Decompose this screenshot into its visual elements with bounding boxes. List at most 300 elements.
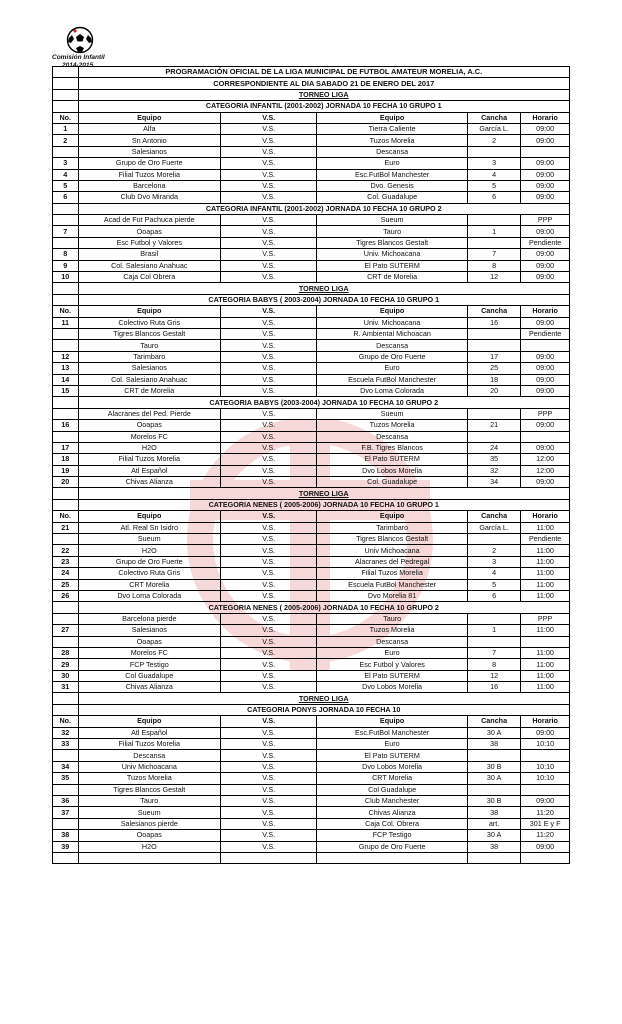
match-row bbox=[53, 442, 570, 453]
home-team: Ooapas bbox=[78, 636, 221, 647]
match-time: 09:00 bbox=[521, 841, 570, 852]
match-row bbox=[53, 556, 570, 567]
away-team: Tigres Blancos Gestalt bbox=[317, 237, 468, 248]
vs-label: V.S. bbox=[221, 351, 317, 362]
home-team: Alacranes del Ped. Pierde bbox=[78, 408, 221, 419]
column-header: Horario bbox=[521, 112, 570, 123]
column-header: Horario bbox=[521, 511, 570, 522]
match-time: 09:00 bbox=[521, 727, 570, 738]
vs-label: V.S. bbox=[221, 818, 317, 829]
home-team bbox=[78, 852, 221, 863]
home-team: Tigres Blancos Gestalt bbox=[78, 784, 221, 795]
vs-label: V.S. bbox=[221, 454, 317, 465]
home-team: Colectivo Ruta Gris bbox=[78, 317, 221, 328]
field-number: 5 bbox=[467, 180, 520, 191]
away-team: Dvo Lobos Morelia bbox=[317, 465, 468, 476]
vs-label: V.S. bbox=[221, 613, 317, 624]
away-team: Descansa bbox=[317, 340, 468, 351]
match-time: 12:00 bbox=[521, 454, 570, 465]
away-team: Sueum bbox=[317, 215, 468, 226]
vs-label: V.S. bbox=[221, 727, 317, 738]
column-header: Cancha bbox=[467, 306, 520, 317]
home-team: H2O bbox=[78, 841, 221, 852]
field-number bbox=[467, 852, 520, 863]
match-row bbox=[53, 841, 570, 852]
match-row bbox=[53, 317, 570, 328]
column-header-row bbox=[53, 511, 570, 522]
blank-cell bbox=[53, 203, 79, 214]
away-team: Descansa bbox=[317, 431, 468, 442]
vs-label: V.S. bbox=[221, 625, 317, 636]
match-row bbox=[53, 180, 570, 191]
field-number: García L. bbox=[467, 123, 520, 134]
match-row bbox=[53, 568, 570, 579]
match-time: 301 E y F bbox=[521, 818, 570, 829]
match-number: 31 bbox=[53, 682, 79, 693]
home-team: Sueum bbox=[78, 807, 221, 818]
home-team: Univ Michoacana bbox=[78, 761, 221, 772]
match-time: 12:00 bbox=[521, 465, 570, 476]
vs-label: V.S. bbox=[221, 158, 317, 169]
field-number: 8 bbox=[467, 659, 520, 670]
away-team: Descansa bbox=[317, 146, 468, 157]
match-row bbox=[53, 328, 570, 339]
blank-cell bbox=[53, 89, 79, 100]
home-team: Ooapas bbox=[78, 830, 221, 841]
field-number bbox=[467, 340, 520, 351]
match-number: 13 bbox=[53, 363, 79, 374]
section-title-row bbox=[53, 89, 570, 100]
away-team: Escuela FutBol Manchester bbox=[317, 374, 468, 385]
blank-cell bbox=[53, 101, 79, 112]
category-title-row bbox=[53, 203, 570, 214]
tournament-title: TORNEO LIGA bbox=[78, 89, 570, 100]
column-header: Cancha bbox=[467, 112, 520, 123]
column-header: Horario bbox=[521, 306, 570, 317]
blank-cell bbox=[53, 78, 79, 89]
category-title: CATEGORIA PONYS JORNADA 10 FECHA 10 bbox=[78, 704, 570, 715]
match-time: 11:00 bbox=[521, 590, 570, 601]
home-team: Chivas Alianza bbox=[78, 682, 221, 693]
match-number: 39 bbox=[53, 841, 79, 852]
vs-label: V.S. bbox=[221, 477, 317, 488]
away-team: Univ. Michoacana bbox=[317, 249, 468, 260]
away-team: Grupo de Oro Fuerte bbox=[317, 841, 468, 852]
vs-label: V.S. bbox=[221, 830, 317, 841]
column-header: No. bbox=[53, 511, 79, 522]
field-number: 30 A bbox=[467, 727, 520, 738]
column-header: No. bbox=[53, 306, 79, 317]
league-logo bbox=[52, 26, 120, 70]
match-time: 09:00 bbox=[521, 180, 570, 191]
home-team: Dvo Loma Colorada bbox=[78, 590, 221, 601]
home-team: Descansa bbox=[78, 750, 221, 761]
field-number: 25 bbox=[467, 363, 520, 374]
home-team: Sueum bbox=[78, 534, 221, 545]
column-header: Equipo bbox=[317, 306, 468, 317]
home-team: Brasil bbox=[78, 249, 221, 260]
match-number bbox=[53, 431, 79, 442]
match-number: 11 bbox=[53, 317, 79, 328]
match-number bbox=[53, 328, 79, 339]
vs-label: V.S. bbox=[221, 568, 317, 579]
match-row bbox=[53, 682, 570, 693]
match-row bbox=[53, 249, 570, 260]
match-time bbox=[521, 636, 570, 647]
away-team: Col Guadalupe bbox=[317, 784, 468, 795]
logo-caption: Comisión Infantil bbox=[52, 54, 105, 61]
vs-label: V.S. bbox=[221, 442, 317, 453]
away-team: Col. Guadalupe bbox=[317, 192, 468, 203]
match-time: 09:00 bbox=[521, 796, 570, 807]
field-number: art. bbox=[467, 818, 520, 829]
match-number: 6 bbox=[53, 192, 79, 203]
match-number: 36 bbox=[53, 796, 79, 807]
category-title: CATEGORIA NENES ( 2005-2006) JORNADA 10 FECHA 10 GRUPO 1 bbox=[78, 499, 570, 510]
vs-label: V.S. bbox=[221, 226, 317, 237]
match-row bbox=[53, 408, 570, 419]
home-team: Salesianos bbox=[78, 363, 221, 374]
away-team: Tauro bbox=[317, 226, 468, 237]
match-number bbox=[53, 237, 79, 248]
home-team: Caja Col Obrera bbox=[78, 272, 221, 283]
match-number bbox=[53, 408, 79, 419]
away-team: R. Ambiental Michoacan bbox=[317, 328, 468, 339]
field-number: García L. bbox=[467, 522, 520, 533]
match-number: 26 bbox=[53, 590, 79, 601]
vs-label: V.S. bbox=[221, 522, 317, 533]
away-team: Tauro bbox=[317, 613, 468, 624]
category-title: CATEGORIA INFANTIL (2001-2002) JORNADA 10 FECHA 10 GRUPO 1 bbox=[78, 101, 570, 112]
away-team: Euro bbox=[317, 363, 468, 374]
home-team: Col Guadalupe bbox=[78, 670, 221, 681]
away-team: Grupo de Oro Fuerte bbox=[317, 351, 468, 362]
match-time: 09:00 bbox=[521, 385, 570, 396]
away-team: Dvo Lobos Morelia bbox=[317, 682, 468, 693]
away-team: Euro bbox=[317, 647, 468, 658]
home-team: Barcelona pierde bbox=[78, 613, 221, 624]
column-header: Equipo bbox=[317, 716, 468, 727]
field-number: 30 A bbox=[467, 830, 520, 841]
away-team: Tuzos Morelia bbox=[317, 135, 468, 146]
field-number: 30 B bbox=[467, 761, 520, 772]
home-team: Chivas Alianza bbox=[78, 477, 221, 488]
match-row bbox=[53, 477, 570, 488]
field-number bbox=[467, 431, 520, 442]
field-number: 38 bbox=[467, 841, 520, 852]
match-row bbox=[53, 374, 570, 385]
match-number bbox=[53, 340, 79, 351]
match-time: 09:00 bbox=[521, 477, 570, 488]
field-number: 38 bbox=[467, 807, 520, 818]
match-time bbox=[521, 340, 570, 351]
match-time: 11:20 bbox=[521, 807, 570, 818]
vs-label: V.S. bbox=[221, 659, 317, 670]
match-row bbox=[53, 579, 570, 590]
match-number: 8 bbox=[53, 249, 79, 260]
match-time: 11:00 bbox=[521, 545, 570, 556]
vs-label: V.S. bbox=[221, 192, 317, 203]
match-row bbox=[53, 739, 570, 750]
match-time: 09:00 bbox=[521, 351, 570, 362]
field-number: 21 bbox=[467, 420, 520, 431]
match-row bbox=[53, 351, 570, 362]
match-number: 38 bbox=[53, 830, 79, 841]
field-number: 12 bbox=[467, 670, 520, 681]
match-number: 9 bbox=[53, 260, 79, 271]
blank-cell bbox=[53, 499, 79, 510]
column-header: V.S. bbox=[221, 716, 317, 727]
match-row bbox=[53, 237, 570, 248]
match-row bbox=[53, 363, 570, 374]
match-row bbox=[53, 590, 570, 601]
away-team bbox=[317, 852, 468, 863]
home-team: Filial Tuzos Morelia bbox=[78, 454, 221, 465]
field-number: 12 bbox=[467, 272, 520, 283]
vs-label: V.S. bbox=[221, 374, 317, 385]
home-team: Col. Salesiano Anahuac bbox=[78, 374, 221, 385]
field-number: 4 bbox=[467, 568, 520, 579]
section-title-row bbox=[53, 693, 570, 704]
field-number: 30 B bbox=[467, 796, 520, 807]
match-row bbox=[53, 807, 570, 818]
field-number bbox=[467, 328, 520, 339]
away-team: Tuzos Morelia bbox=[317, 625, 468, 636]
match-time: 09:00 bbox=[521, 158, 570, 169]
vs-label: V.S. bbox=[221, 135, 317, 146]
heading-text: PROGRAMACIÓN OFICIAL DE LA LIGA MUNICIPAL DE FUTBOL AMATEUR MORELIA, A.C. bbox=[78, 67, 570, 78]
field-number bbox=[467, 408, 520, 419]
blank-cell bbox=[53, 294, 79, 305]
match-row bbox=[53, 340, 570, 351]
field-number: 1 bbox=[467, 625, 520, 636]
category-title: CATEGORIA BABYS ( 2003-2004) JORNADA 10 FECHA 10 GRUPO 1 bbox=[78, 294, 570, 305]
home-team: Tigres Blancos Gestalt bbox=[78, 328, 221, 339]
blank-cell bbox=[53, 693, 79, 704]
home-team: Alfa bbox=[78, 123, 221, 134]
home-team: Grupo de Oro Fuerte bbox=[78, 556, 221, 567]
match-time: 09:00 bbox=[521, 442, 570, 453]
category-title-row bbox=[53, 704, 570, 715]
match-time: PPP bbox=[521, 408, 570, 419]
away-team: Caja Col. Obrera bbox=[317, 818, 468, 829]
column-header: Equipo bbox=[317, 112, 468, 123]
field-number bbox=[467, 750, 520, 761]
field-number: 2 bbox=[467, 135, 520, 146]
vs-label: V.S. bbox=[221, 420, 317, 431]
match-row bbox=[53, 123, 570, 134]
field-number: 34 bbox=[467, 477, 520, 488]
category-title-row bbox=[53, 101, 570, 112]
match-time: 10:10 bbox=[521, 761, 570, 772]
match-time: 11:00 bbox=[521, 647, 570, 658]
field-number: 5 bbox=[467, 579, 520, 590]
match-number: 27 bbox=[53, 625, 79, 636]
match-row bbox=[53, 659, 570, 670]
home-team: CRT Morelia bbox=[78, 579, 221, 590]
vs-label: V.S. bbox=[221, 237, 317, 248]
match-number: 1 bbox=[53, 123, 79, 134]
blank-cell bbox=[53, 283, 79, 294]
match-number: 35 bbox=[53, 773, 79, 784]
away-team: Univ. Michoacana bbox=[317, 317, 468, 328]
field-number: 7 bbox=[467, 647, 520, 658]
away-team: El Pato SUTERM bbox=[317, 260, 468, 271]
away-team: Dvo Morelia 81 bbox=[317, 590, 468, 601]
field-number: 8 bbox=[467, 260, 520, 271]
away-team: Dvo Loma Colorada bbox=[317, 385, 468, 396]
away-team: Tierra Caliente bbox=[317, 123, 468, 134]
match-time: 11:00 bbox=[521, 556, 570, 567]
field-number: 24 bbox=[467, 442, 520, 453]
away-team: Euro bbox=[317, 158, 468, 169]
home-team: Atl Español bbox=[78, 465, 221, 476]
vs-label: V.S. bbox=[221, 180, 317, 191]
vs-label: V.S. bbox=[221, 682, 317, 693]
match-number: 3 bbox=[53, 158, 79, 169]
logo-years: 2014-2015 bbox=[62, 62, 94, 69]
home-team: Tuzos Morelia bbox=[78, 773, 221, 784]
vs-label: V.S. bbox=[221, 363, 317, 374]
match-row bbox=[53, 215, 570, 226]
schedule-table bbox=[52, 66, 570, 864]
vs-label: V.S. bbox=[221, 534, 317, 545]
field-number: 3 bbox=[467, 158, 520, 169]
vs-label: V.S. bbox=[221, 328, 317, 339]
column-header: Equipo bbox=[78, 511, 221, 522]
match-time: Pendiente bbox=[521, 534, 570, 545]
match-number: 29 bbox=[53, 659, 79, 670]
match-number: 24 bbox=[53, 568, 79, 579]
match-row bbox=[53, 431, 570, 442]
vs-label: V.S. bbox=[221, 636, 317, 647]
column-header: V.S. bbox=[221, 511, 317, 522]
match-time: 09:00 bbox=[521, 226, 570, 237]
away-team: Tarimbaro bbox=[317, 522, 468, 533]
home-team: Sn Antonio bbox=[78, 135, 221, 146]
match-time: 09:00 bbox=[521, 420, 570, 431]
vs-label: V.S. bbox=[221, 340, 317, 351]
match-row bbox=[53, 169, 570, 180]
field-number: 1 bbox=[467, 226, 520, 237]
field-number: 4 bbox=[467, 169, 520, 180]
match-row bbox=[53, 260, 570, 271]
category-title: CATEGORIA BABYS (2003-2004) JORNADA 10 FECHA 10 GRUPO 2 bbox=[78, 397, 570, 408]
match-number bbox=[53, 818, 79, 829]
match-row bbox=[53, 636, 570, 647]
vs-label: V.S. bbox=[221, 739, 317, 750]
column-header: No. bbox=[53, 112, 79, 123]
column-header: Equipo bbox=[78, 112, 221, 123]
match-number bbox=[53, 613, 79, 624]
match-number: 2 bbox=[53, 135, 79, 146]
field-number bbox=[467, 784, 520, 795]
column-header-row bbox=[53, 716, 570, 727]
blank-cell bbox=[53, 602, 79, 613]
vs-label: V.S. bbox=[221, 670, 317, 681]
vs-label: V.S. bbox=[221, 545, 317, 556]
vs-label: V.S. bbox=[221, 796, 317, 807]
match-number: 28 bbox=[53, 647, 79, 658]
field-number: 32 bbox=[467, 465, 520, 476]
match-time: 11:20 bbox=[521, 830, 570, 841]
match-row bbox=[53, 670, 570, 681]
vs-label: V.S. bbox=[221, 408, 317, 419]
field-number: 16 bbox=[467, 682, 520, 693]
match-time: 09:00 bbox=[521, 169, 570, 180]
home-team: Grupo de Oro Fuerte bbox=[78, 158, 221, 169]
match-time: 11:00 bbox=[521, 522, 570, 533]
blank-cell bbox=[53, 67, 79, 78]
match-time: Pendiente bbox=[521, 328, 570, 339]
column-header: Cancha bbox=[467, 716, 520, 727]
field-number: 6 bbox=[467, 192, 520, 203]
match-row bbox=[53, 226, 570, 237]
match-row bbox=[53, 420, 570, 431]
match-time: 09:00 bbox=[521, 363, 570, 374]
match-row bbox=[53, 784, 570, 795]
home-team: Morelos FC bbox=[78, 647, 221, 658]
vs-label: V.S. bbox=[221, 317, 317, 328]
match-time: 11:00 bbox=[521, 659, 570, 670]
field-number: 30 A bbox=[467, 773, 520, 784]
match-time: PPP bbox=[521, 613, 570, 624]
match-row bbox=[53, 647, 570, 658]
away-team: Descansa bbox=[317, 636, 468, 647]
match-number: 15 bbox=[53, 385, 79, 396]
vs-label: V.S. bbox=[221, 431, 317, 442]
vs-label: V.S. bbox=[221, 260, 317, 271]
tournament-title: TORNEO LIGA bbox=[78, 693, 570, 704]
match-number: 25 bbox=[53, 579, 79, 590]
match-time bbox=[521, 146, 570, 157]
match-number: 14 bbox=[53, 374, 79, 385]
section-title-row bbox=[53, 488, 570, 499]
vs-label: V.S. bbox=[221, 556, 317, 567]
match-row bbox=[53, 773, 570, 784]
blank-cell bbox=[53, 704, 79, 715]
vs-label: V.S. bbox=[221, 647, 317, 658]
away-team: Euro bbox=[317, 739, 468, 750]
home-team: Tauro bbox=[78, 796, 221, 807]
match-row bbox=[53, 454, 570, 465]
match-time: 09:00 bbox=[521, 317, 570, 328]
away-team: Tigres Blancos Gestalt bbox=[317, 534, 468, 545]
match-row bbox=[53, 385, 570, 396]
away-team: Escuela FutBol Manchester bbox=[317, 579, 468, 590]
column-header: Equipo bbox=[78, 716, 221, 727]
column-header: Equipo bbox=[317, 511, 468, 522]
field-number: 17 bbox=[467, 351, 520, 362]
match-time: 09:00 bbox=[521, 135, 570, 146]
field-number: 2 bbox=[467, 545, 520, 556]
field-number: 7 bbox=[467, 249, 520, 260]
category-title: CATEGORIA INFANTIL (2001-2002) JORNADA 10 FECHA 10 GRUPO 2 bbox=[78, 203, 570, 214]
away-team: F.B. Tigres Blancos bbox=[317, 442, 468, 453]
vs-label: V.S. bbox=[221, 465, 317, 476]
home-team: FCP Testigo bbox=[78, 659, 221, 670]
home-team: Atl Español bbox=[78, 727, 221, 738]
match-time: 11:00 bbox=[521, 670, 570, 681]
away-team: Alacranes del Pedregal bbox=[317, 556, 468, 567]
field-number bbox=[467, 613, 520, 624]
match-number: 30 bbox=[53, 670, 79, 681]
away-team: El Pato SUTERM bbox=[317, 750, 468, 761]
home-team: CRT de Morelia bbox=[78, 385, 221, 396]
match-row bbox=[53, 192, 570, 203]
home-team: Tarimbaro bbox=[78, 351, 221, 362]
category-title: CATEGORIA NENES ( 2005-2006) JORNADA 10 FECHA 10 GRUPO 2 bbox=[78, 602, 570, 613]
